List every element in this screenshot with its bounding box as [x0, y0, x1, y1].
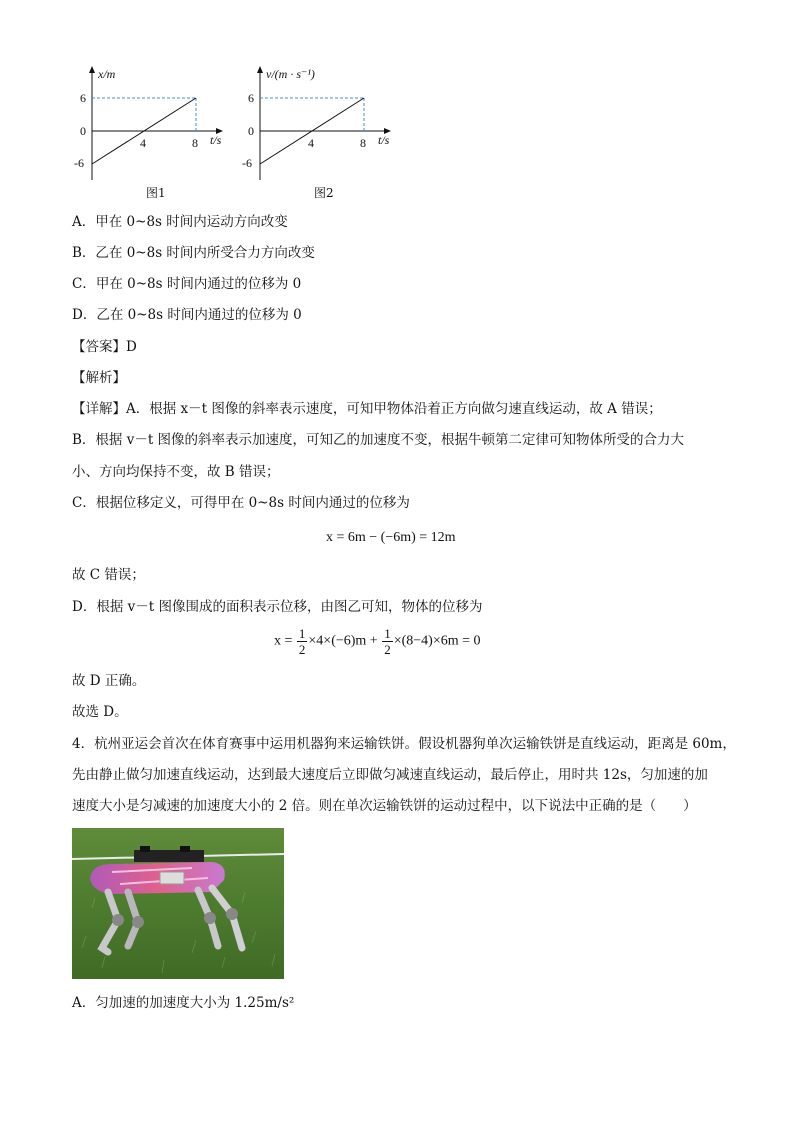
- option-d: D．乙在 0~8s 时间内通过的位移为 0: [72, 307, 302, 323]
- x-tick-label: 4: [308, 136, 314, 150]
- y-axis-label: x/m: [98, 67, 116, 81]
- y-tick-label: 6: [248, 91, 254, 105]
- detail-c-line-1: C．根据位移定义，可得甲在 0~8s 时间内通过的位移为: [72, 495, 410, 511]
- figure-2-caption: 图2: [314, 186, 334, 200]
- x-tick-label: 8: [192, 136, 198, 150]
- question-4-line-1: 4．杭州亚运会首次在体育赛事中运用机器狗来运输铁饼。假设机器狗单次运输铁饼是直线运动，距离是 60m，: [72, 736, 736, 752]
- detail-d-line-2: 故 D 正确。: [72, 673, 146, 689]
- formula-lhs: x =: [274, 633, 293, 649]
- fraction-denominator: 2: [384, 642, 391, 657]
- analysis-title: 【解析】: [72, 370, 126, 386]
- detail-a: 【详解】A．根据 x－t 图像的斜率表示速度，可知甲物体沿着正方向做匀速直线运动，故 A 错误；: [72, 401, 662, 417]
- x-tick-label: 4: [140, 136, 146, 150]
- figure-2-v-t-graph: [228, 62, 408, 192]
- fraction-numerator: 1: [298, 626, 306, 641]
- option-c: C．甲在 0~8s 时间内通过的位移为 0: [72, 276, 302, 292]
- option-b: B．乙在 0~8s 时间内所受合力方向改变: [72, 245, 315, 261]
- y-tick-label: 6: [80, 91, 86, 105]
- x-axis-label: t/s: [210, 133, 222, 147]
- figure-1-x-t-graph: [60, 62, 230, 192]
- formula-area: [274, 626, 481, 657]
- fraction-numerator: 1: [384, 626, 391, 641]
- y-tick-label: -6: [74, 156, 84, 170]
- detail-b-line-2: 小、方向均保持不变，故 B 错误；: [72, 464, 280, 480]
- formula-term-2: ×(8−4)×6m = 0: [393, 633, 481, 649]
- x-axis-label: t/s: [378, 133, 390, 147]
- detail-b-line-1: B．根据 v－t 图像的斜率表示加速度，可知乙的加速度不变，根据牛顿第二定律可知物体所受的合力大: [72, 432, 685, 448]
- y-axis-arrow: [257, 66, 263, 73]
- question-4-option-a: A．匀加速的加速度大小为 1.25m/s²: [72, 995, 295, 1011]
- y-tick-label: 0: [248, 124, 254, 138]
- detail-d-line-1: D．根据 v－t 图像围成的面积表示位移，由图乙可知，物体的位移为: [72, 599, 483, 615]
- y-tick-label: 0: [80, 124, 86, 138]
- fraction-half: [382, 626, 393, 657]
- robot-dog-photo: [72, 828, 284, 979]
- detail-c-line-2: 故 C 错误；: [72, 567, 145, 583]
- formula-term-1: ×4×(−6)m +: [308, 633, 378, 649]
- figure-1-caption: 图1: [146, 186, 166, 200]
- conclusion: 故选 D。: [72, 704, 128, 720]
- x-tick-label: 8: [360, 136, 366, 150]
- question-4-line-2: 先由静止做匀加速直线运动，达到最大速度后立即做匀减速直线运动，最后停止，用时共 12s，匀加速的加: [72, 767, 708, 783]
- fraction-denominator: 2: [298, 642, 306, 657]
- question-4-line-3: 速度大小是匀减速的加速度大小的 2 倍。则在单次运输铁饼的运动过程中，以下说法中正确的是（ ）: [72, 798, 697, 814]
- y-tick-label: -6: [242, 156, 252, 170]
- answer: 【答案】D: [72, 339, 137, 355]
- fraction-half: [297, 626, 308, 657]
- y-axis-arrow: [89, 66, 95, 73]
- y-axis-label: v/(m · s⁻¹): [266, 67, 315, 81]
- formula-displacement: x = 6m − (−6m) = 12m: [326, 530, 456, 545]
- option-a: A．甲在 0~8s 时间内运动方向改变: [72, 214, 288, 230]
